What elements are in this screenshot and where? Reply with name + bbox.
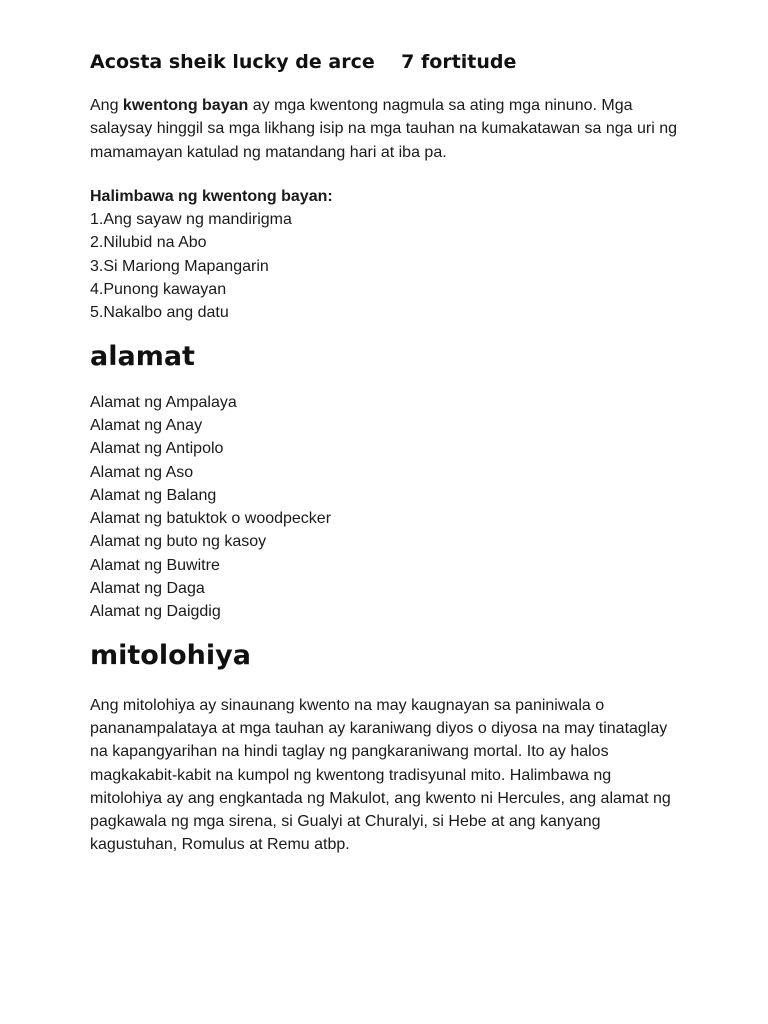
list-item: 2.Nilubid na Abo <box>90 234 207 252</box>
intro-prefix: Ang <box>90 97 123 114</box>
list-item: 5.Nakalbo ang datu <box>90 304 229 322</box>
list-item: Alamat ng buto ng kasoy <box>90 533 267 551</box>
list-item: Alamat ng Daigdig <box>90 603 221 621</box>
intro-rest: ay mga kwentong nagmula sa ating mga ninuno. Mga salaysay hinggil sa mga likhang isip na mga tauhan na kumakatawan sa nga uri ng mamamayan katulad ng matandang hari at iba pa. <box>90 97 678 161</box>
list-item: Alamat ng batuktok o woodpecker <box>90 510 332 528</box>
mitolohiya-paragraph: Ang mitolohiya ay sinaunang kwento na may kaugnayan sa paniniwala o pananampalataya at mga tauhan ay karaniwang diyos o diyosa na may tinataglay na kapangyarihan na hindi taglay ng pangkaraniwang mortal. Ito ay halos magkakabit-kabit na kumpol ng kwentong tradisyunal mito. Halimbawa ng mitolohiya ay ang engkantada ng Makulot, ang kwento ni Hercules, ang alamat ng pagkawala ng mga sirena, si Gualyi at Churalyi, si Hebe at ang kanyang kagustuhan, Romulus at Remu atbp. <box>90 696 671 854</box>
alamat-list <box>90 391 678 624</box>
list-item: 4.Punong kawayan <box>90 281 227 299</box>
list-item: 1.Ang sayaw ng mandirigma <box>90 211 292 229</box>
spacer <box>90 164 678 185</box>
examples-list <box>90 208 678 324</box>
list-item: Alamat ng Anay <box>90 416 203 434</box>
list-item: Alamat ng Antipolo <box>90 440 224 458</box>
alamat-heading: alamat <box>90 340 195 372</box>
examples-heading: Halimbawa ng kwentong bayan: <box>90 187 333 205</box>
list-item: Alamat ng Daga <box>90 580 205 598</box>
document-title: Acosta sheik lucky de arce 7 fortitude <box>90 51 517 73</box>
list-item: 3.Si Mariong Mapangarin <box>90 257 269 275</box>
mitolohiya-heading: mitolohiya <box>90 639 251 671</box>
intro-paragraph <box>90 94 678 164</box>
list-item: Alamat ng Balang <box>90 486 217 504</box>
intro-bold-term: kwentong bayan <box>122 97 249 114</box>
list-item: Alamat ng Buwitre <box>90 556 220 574</box>
list-item: Alamat ng Aso <box>90 463 194 481</box>
list-item: Alamat ng Ampalaya <box>90 393 237 411</box>
